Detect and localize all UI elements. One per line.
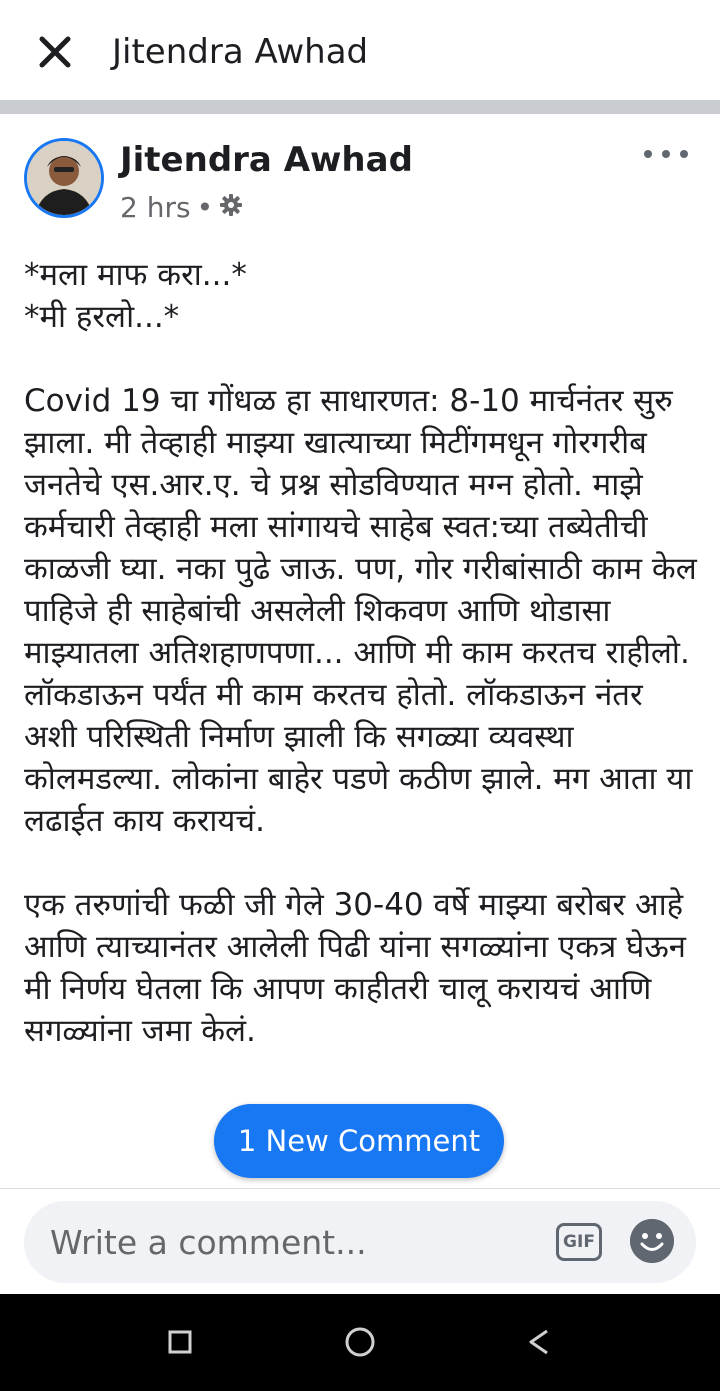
divider <box>0 100 720 114</box>
post-meta <box>120 190 243 226</box>
emoji-icon[interactable] <box>630 1219 674 1263</box>
top-bar <box>0 0 720 100</box>
new-comment-button[interactable]: 1 New Comment <box>214 1104 504 1178</box>
comment-composer <box>0 1188 720 1294</box>
gear-icon <box>219 190 243 226</box>
back-icon[interactable] <box>520 1322 560 1362</box>
gif-button[interactable]: GIF <box>556 1223 602 1261</box>
home-icon[interactable] <box>340 1322 380 1362</box>
post-body <box>24 254 704 1186</box>
page-title: Jitendra Awhad <box>112 32 369 72</box>
recent-apps-icon[interactable] <box>160 1322 200 1362</box>
more-options-icon[interactable] <box>644 142 688 166</box>
system-nav-bar <box>0 1294 720 1391</box>
post-paragraph-1: Covid 19 चा गोंधळ हा साधारणत: 8-10 मार्चनंतर सुरु झाला. मी तेव्हाही माझ्या खात्याच्या मिटींगमधून गोरगरीब जनतेचे एस.आर.ए. चे प्रश्न सोडविण्यात मग्न होतो. माझे कर्मचारी तेव्हाही मला सांगायचे साहेब स्वत:च्या तब्येतीची काळजी घ्या. नका पुढे जाऊ. पण, गोर गरीबांसाठी काम केल पाहिजे ही साहेबांची असलेली शिकवण आणि थोडासा माझ्यातला अतिशहाणपणा... आणि मी काम करतच राहीलो. लॉकडाऊन पर्यंत मी काम करतच होतो. लॉकडाऊन नंतर अशी परिस्थिती निर्माण झाली कि सगळ्या व्यवस्था कोलमडल्या. लोकांना बाहेर पडणे कठीण झाले. मग आता या लढाईत काय करायचं. <box>24 383 697 839</box>
post-time[interactable]: 2 hrs <box>120 191 191 224</box>
post-header <box>0 114 720 234</box>
post-intro: *मला माफ करा...* *मी हरलो...* <box>24 257 247 335</box>
post-author[interactable]: Jitendra Awhad <box>120 140 413 180</box>
avatar[interactable] <box>24 138 104 218</box>
post-paragraph-2: एक तरुणांची फळी जी गेले 30-40 वर्षे माझ्या बरोबर आहे आणि त्याच्यानंतर आलेली पिढी यांना सगळ्यांना एकत्र घेऊन मी निर्णय घेतला कि आपण काहीतरी चालू करायचं आणि सगळ्यांना जमा केलं. <box>24 887 686 1049</box>
close-icon[interactable] <box>30 30 80 74</box>
meta-separator: • <box>196 191 214 224</box>
